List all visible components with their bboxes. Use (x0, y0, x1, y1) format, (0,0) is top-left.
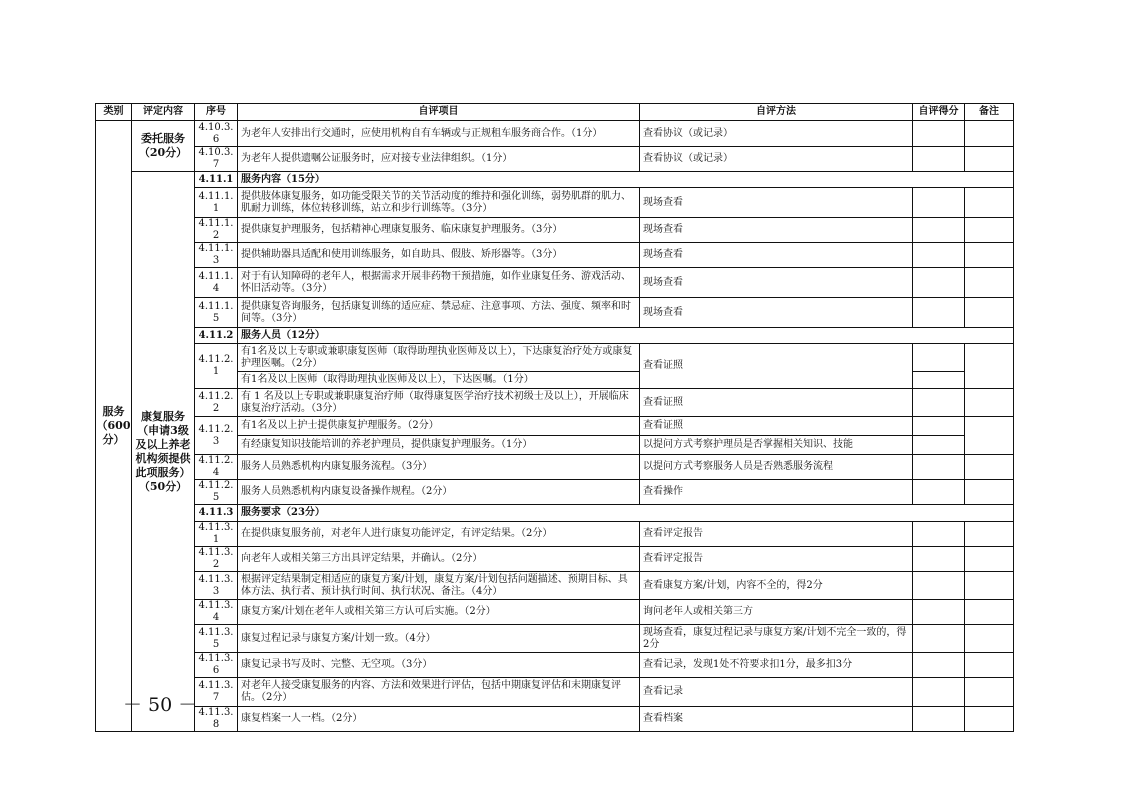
row-method: 查看记录，发现1处不符要求扣1分，最多扣3分 (640, 653, 913, 678)
remark-cell[interactable] (965, 218, 1014, 243)
page-number: － 50 － (123, 694, 198, 716)
remark-cell[interactable] (965, 653, 1014, 678)
score-cell[interactable] (913, 268, 965, 298)
remark-cell[interactable] (965, 147, 1014, 172)
section-row (96, 172, 1014, 188)
remark-cell[interactable] (965, 522, 1014, 547)
row-number: 4.11.3.2 (195, 547, 238, 572)
row-number: 4.11.3.4 (195, 600, 238, 625)
row-item: 提供辅助器具适配和使用训练服务，如自助具、假肢、矫形器等。（3分） (238, 243, 640, 268)
row-number: 4.11.3.6 (195, 653, 238, 678)
category-cell: 服务（600分） (96, 121, 132, 732)
row-item: 提供康复护理服务，包括精神心理康复服务、临床康复护理服务。（3分） (238, 218, 640, 243)
table-row (96, 455, 1014, 480)
row-item: 提供康复咨询服务，包括康复训练的适应症、禁忌症、注意事项、方法、强度、频率和时间等。（3分） (238, 298, 640, 328)
score-cell[interactable] (913, 678, 965, 707)
row-item: 康复过程记录与康复方案/计划一致。（4分） (238, 625, 640, 653)
score-cell[interactable] (913, 372, 965, 389)
row-item: 对老年人接受康复服务的内容、方法和效果进行评估，包括中期康复评估和末期康复评估。（2分） (238, 678, 640, 707)
row-item: 在提供康复服务前，对老年人进行康复功能评定，有评定结果。（2分） (238, 522, 640, 547)
row-method: 查看证照 (640, 344, 913, 389)
table-row (96, 707, 1014, 732)
table-row (96, 268, 1014, 298)
row-method: 查看评定报告 (640, 547, 913, 572)
score-cell[interactable] (913, 653, 965, 678)
row-method: 以提问方式考察服务人员是否熟悉服务流程 (640, 455, 913, 480)
content-cell-rehab: 康复服务（申请3级及以上养老机构须提供此项服务）（50分） (132, 172, 195, 732)
row-method: 现场查看，康复过程记录与康复方案/计划不完全一致的，得2分 (640, 625, 913, 653)
row-number: 4.11.2.5 (195, 480, 238, 505)
remark-cell[interactable] (965, 389, 1014, 417)
row-item: 向老年人或相关第三方出具评定结果，并确认。（2分） (238, 547, 640, 572)
row-method: 现场查看 (640, 268, 913, 298)
row-method: 以提问方式考察护理员是否掌握相关知识、技能 (640, 436, 913, 455)
table-row (96, 188, 1014, 218)
remark-cell[interactable] (965, 547, 1014, 572)
score-cell[interactable] (913, 522, 965, 547)
table-row (96, 243, 1014, 268)
score-cell[interactable] (913, 572, 965, 600)
row-item: 根据评定结果制定相适应的康复方案/计划，康复方案/计划包括问题描述、预期目标、具体方法、执行者、预计执行时间、执行状况、备注。（4分） (238, 572, 640, 600)
score-cell[interactable] (913, 218, 965, 243)
score-cell[interactable] (913, 344, 965, 372)
table-row (96, 147, 1014, 172)
section-title: 服务人员（12分） (238, 328, 1014, 344)
row-method: 现场查看 (640, 243, 913, 268)
row-method: 查看记录 (640, 678, 913, 707)
table-row (96, 344, 1014, 372)
table-row (96, 625, 1014, 653)
row-item: 康复记录书写及时、完整、无空项。（3分） (238, 653, 640, 678)
row-item: 有经康复知识技能培训的养老护理员，提供康复护理服务。（1分） (238, 436, 640, 455)
row-number: 4.11.1.4 (195, 268, 238, 298)
row-number: 4.11.2.4 (195, 455, 238, 480)
row-number: 4.11.2.2 (195, 389, 238, 417)
score-cell[interactable] (913, 480, 965, 505)
row-item: 服务人员熟悉机构内康复服务流程。（3分） (238, 455, 640, 480)
header-content: 评定内容 (132, 104, 195, 121)
table-row (96, 298, 1014, 328)
row-number: 4.10.3.7 (195, 147, 238, 172)
section-title: 服务内容（15分） (238, 172, 1014, 188)
header-score: 自评得分 (913, 104, 965, 121)
row-method: 查看协议（或记录） (640, 147, 913, 172)
score-cell[interactable] (913, 455, 965, 480)
row-number: 4.11.1.1 (195, 188, 238, 218)
remark-cell[interactable] (965, 121, 1014, 147)
table-row (96, 678, 1014, 707)
header-row (96, 104, 1014, 121)
score-cell[interactable] (913, 121, 965, 147)
table-row (96, 572, 1014, 600)
table-row (96, 218, 1014, 243)
score-cell[interactable] (913, 707, 965, 732)
remark-cell[interactable] (965, 707, 1014, 732)
row-number: 4.11.3.1 (195, 522, 238, 547)
section-number: 4.11.1 (195, 172, 238, 188)
row-number: 4.11.1.2 (195, 218, 238, 243)
header-remark: 备注 (965, 104, 1014, 121)
score-cell[interactable] (913, 389, 965, 417)
score-cell[interactable] (913, 436, 965, 455)
row-item: 对于有认知障碍的老年人，根据需求开展非药物干预措施，如作业康复任务、游戏活动、怀旧活动等。（3分） (238, 268, 640, 298)
row-method: 查看评定报告 (640, 522, 913, 547)
row-number: 4.11.3.7 (195, 678, 238, 707)
row-number: 4.11.3.3 (195, 572, 238, 600)
table-row (96, 600, 1014, 625)
row-method: 查看康复方案/计划，内容不全的，得2分 (640, 572, 913, 600)
row-method: 查看协议（或记录） (640, 121, 913, 147)
remark-cell[interactable] (965, 600, 1014, 625)
row-item: 有1名及以上医师（取得助理执业医师及以上），下达医嘱。（1分） (238, 372, 640, 389)
row-method: 查看操作 (640, 480, 913, 505)
remark-cell[interactable] (965, 678, 1014, 707)
header-category: 类别 (96, 104, 132, 121)
row-item: 为老年人提供遗嘱公证服务时，应对接专业法律组织。（1分） (238, 147, 640, 172)
remark-cell[interactable] (965, 298, 1014, 328)
header-method: 自评方法 (640, 104, 913, 121)
section-number: 4.11.2 (195, 328, 238, 344)
table-row (96, 389, 1014, 417)
section-title: 服务要求（23分） (238, 505, 1014, 522)
remark-cell[interactable] (965, 188, 1014, 218)
remark-cell[interactable] (965, 625, 1014, 653)
header-number: 序号 (195, 104, 238, 121)
table-row (96, 522, 1014, 547)
row-method: 现场查看 (640, 188, 913, 218)
row-number: 4.11.2.3 (195, 417, 238, 455)
remark-cell[interactable] (965, 455, 1014, 480)
table-row (96, 480, 1014, 505)
row-number: 4.11.1.5 (195, 298, 238, 328)
remark-cell[interactable] (965, 243, 1014, 268)
row-item: 有1名及以上护士提供康复护理服务。（2分） (238, 417, 640, 436)
table-row (96, 653, 1014, 678)
row-method: 询问老年人或相关第三方 (640, 600, 913, 625)
section-row (96, 328, 1014, 344)
score-cell[interactable] (913, 417, 965, 436)
score-cell[interactable] (913, 243, 965, 268)
remark-cell[interactable] (965, 480, 1014, 505)
row-item: 提供肢体康复服务，如功能受限关节的关节活动度的维持和强化训练，弱势肌群的肌力、肌耐力训练，体位转移训练，站立和步行训练等。（3分） (238, 188, 640, 218)
header-item: 自评项目 (238, 104, 640, 121)
score-cell[interactable] (913, 547, 965, 572)
section-number: 4.11.3 (195, 505, 238, 522)
score-cell[interactable] (913, 188, 965, 218)
score-cell[interactable] (913, 298, 965, 328)
row-item: 有1名及以上专职或兼职康复医师（取得助理执业医师及以上），下达康复治疗处方或康复护理医嘱。（2分） (238, 344, 640, 372)
row-item: 有 1 名及以上专职或兼职康复治疗师（取得康复医学治疗技术初级士及以上），开展临床康复治疗活动。（3分） (238, 389, 640, 417)
row-item: 康复档案一人一档。（2分） (238, 707, 640, 732)
remark-cell[interactable] (965, 417, 1014, 455)
row-method: 查看证照 (640, 389, 913, 417)
row-item: 为老年人安排出行交通时，应使用机构自有车辆或与正规租车服务商合作。（1分） (238, 121, 640, 147)
row-method: 现场查看 (640, 218, 913, 243)
table-row (96, 547, 1014, 572)
remark-cell[interactable] (965, 344, 1014, 389)
score-cell[interactable] (913, 147, 965, 172)
row-method: 现场查看 (640, 298, 913, 328)
score-cell[interactable] (913, 625, 965, 653)
row-method: 查看档案 (640, 707, 913, 732)
row-item: 康复方案/计划在老年人或相关第三方认可后实施。（2分） (238, 600, 640, 625)
evaluation-table (95, 103, 1014, 732)
row-number: 4.11.3.5 (195, 625, 238, 653)
table-row (96, 121, 1014, 147)
section-row (96, 505, 1014, 522)
row-number: 4.11.3.8 (195, 707, 238, 732)
content-cell-commission: 委托服务（20分） (132, 121, 195, 172)
row-number: 4.11.2.1 (195, 344, 238, 389)
score-cell[interactable] (913, 600, 965, 625)
remark-cell[interactable] (965, 268, 1014, 298)
remark-cell[interactable] (965, 572, 1014, 600)
table-row (96, 417, 1014, 436)
row-number: 4.11.1.3 (195, 243, 238, 268)
row-item: 服务人员熟悉机构内康复设备操作规程。（2分） (238, 480, 640, 505)
row-method: 查看证照 (640, 417, 913, 436)
row-number: 4.10.3.6 (195, 121, 238, 147)
